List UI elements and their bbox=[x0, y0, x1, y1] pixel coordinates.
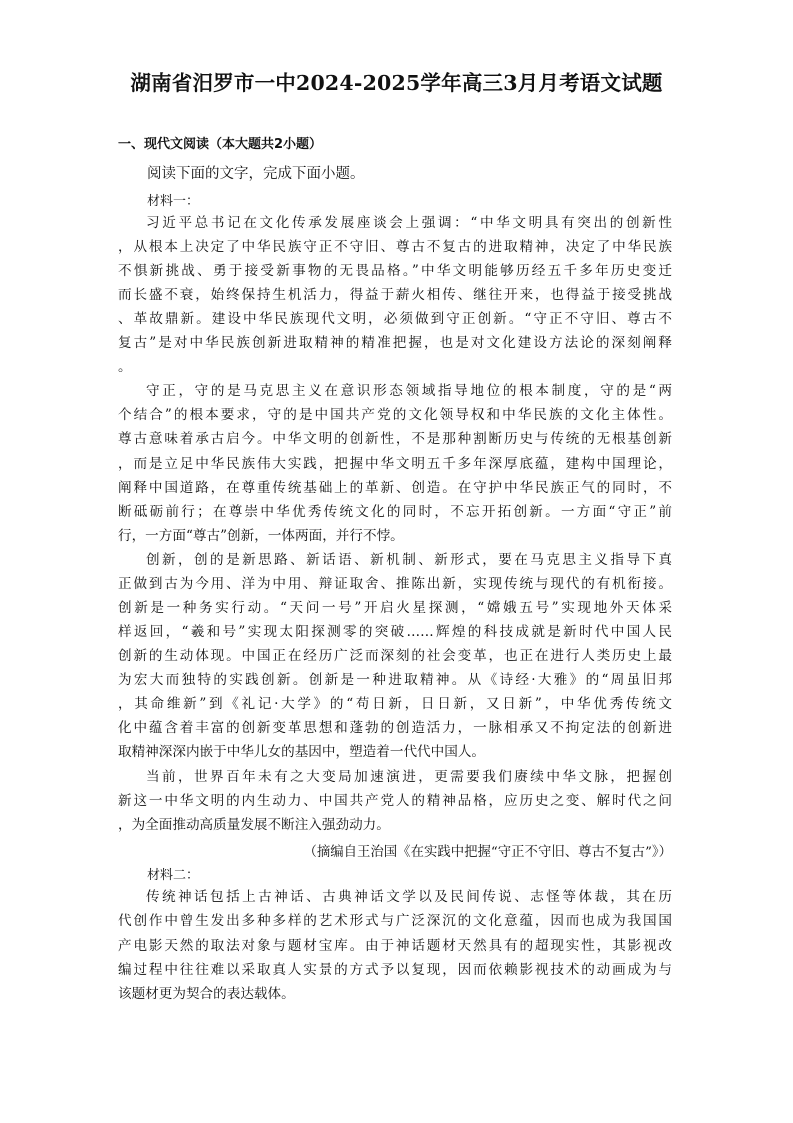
paragraph-line: ，从根本上决定了中华民族守正不守旧、尊古不复古的进取精神，决定了中华民族 bbox=[118, 239, 672, 255]
paragraph-line: 正做到古为今用、洋为中用、辩证取舍、推陈出新，实现传统与现代的有机衔接。 bbox=[118, 576, 672, 592]
paragraph-line: 编过程中往往难以采取真人实景的方式予以复现，因而依赖影视技术的动画成为与 bbox=[118, 962, 672, 978]
material1-label: 材料一： bbox=[147, 194, 200, 209]
paragraph-line: 习近平总书记在文化传承发展座谈会上强调：“中华文明具有突出的创新性 bbox=[146, 215, 672, 231]
paragraph-line: 为宏大而独特的实践创新。创新是一种进取精神。从《诗经·大雅》的“周虽旧邦 bbox=[118, 672, 672, 688]
paragraph-line: 创新，创的是新思路、新话语、新机制、新形式，要在马克思主义指导下真 bbox=[146, 552, 672, 568]
paragraph-line: 创新是一种务实行动。“天问一号”开启火星探测，“嫦娥五号”实现地外天体采 bbox=[118, 600, 672, 616]
paragraph-line: ，而是立足中华民族伟大实践，把握中华文明五千多年深厚底蕴，建构中国理论， bbox=[118, 456, 672, 472]
reading-instruction: 阅读下面的文字，完成下面小题。 bbox=[147, 166, 365, 182]
paragraph-line: 个结合”的根本要求，守的是中国共产党的文化领导权和中华民族的文化主体性。 bbox=[118, 407, 672, 423]
paragraph-line: 而长盛不衰，始终保持生机活力，得益于薪火相传、继往开来，也得益于接受挑战 bbox=[118, 287, 672, 303]
paragraph-line: 取精神深深内嵌于中华儿女的基因中，塑造着一代代中国人。 bbox=[118, 744, 486, 760]
paragraph-line: ，其命维新”到《礼记·大学》的“苟日新，日日新，又日新”，中华优秀传统文 bbox=[118, 696, 672, 712]
paragraph-line: 该题材更为契合的表达载体。 bbox=[118, 986, 295, 1002]
paragraph-line: 尊古意味着承古启今。中华文明的创新性，不是那种割断历史与传统的无根基创新 bbox=[118, 431, 672, 447]
paragraph-line: 化中蕴含着丰富的创新变革思想和蓬勃的创造活力，一脉相承又不拘定法的创新进 bbox=[118, 720, 672, 736]
paragraph-line: 复古”是对中华民族创新进取精神的精准把握，也是对文化建设方法论的深刻阐释 bbox=[118, 335, 672, 351]
paragraph-line: 守正，守的是马克思主义在意识形态领域指导地位的根本制度，守的是“两 bbox=[146, 383, 672, 399]
paragraph-line: 断砥砺前行；在尊崇中华优秀传统文化的同时，不忘开拓创新。一方面“守正”前 bbox=[118, 504, 672, 520]
paragraph-line: ，为全面推动高质量发展不断注入强劲动力。 bbox=[118, 817, 390, 833]
paragraph-line: 产电影天然的取法对象与题材宝库。由于神话题材天然具有的超现实性，其影视改 bbox=[118, 938, 672, 954]
material2-label: 材料二： bbox=[147, 868, 200, 883]
paragraph-line: 代创作中曾生发出多种多样的艺术形式与广泛深沉的文化意蕴，因而也成为我国国 bbox=[118, 913, 672, 929]
paragraph-line: 当前，世界百年未有之大变局加速演进，更需要我们赓续中华文脉，把握创 bbox=[146, 769, 672, 785]
paragraph-line: 新这一中华文明的内生动力、中国共产党人的精神品格，应历史之变、解时代之问 bbox=[118, 793, 672, 809]
paragraph-line: 创新的生动体现。中国正在经历广泛而深刻的社会变革，也正在进行人类历史上最 bbox=[118, 648, 672, 664]
paragraph-line: 、革故鼎新。建设中华民族现代文明，必须做到守正创新。“守正不守旧、尊古不 bbox=[118, 311, 672, 327]
paragraph-line: 。 bbox=[118, 359, 132, 375]
paragraph-line: 传统神话包括上古神话、古典神话文学以及民间传说、志怪等体裁，其在历 bbox=[146, 889, 672, 905]
section-heading: 一、现代文阅读（本大题共2小题） bbox=[118, 137, 323, 152]
page-title: 湖南省汨罗市一中2024-2025学年高三3月月考语文试题 bbox=[130, 71, 663, 95]
paragraph-line: 行，一方面“尊古”创新，一体两面，并行不悖。 bbox=[118, 528, 404, 544]
paragraph-line: 阐释中国道路，在尊重传统基础上的革新、创造。在守护中华民族正气的同时，不 bbox=[118, 480, 672, 496]
paragraph-line: 不惧新挑战、勇于接受新事物的无畏品格。”中华文明能够历经五千多年历史变迁 bbox=[118, 263, 672, 279]
paragraph-line: 样返回，“羲和号”实现太阳探测零的突破……辉煌的科技成就是新时代中国人民 bbox=[118, 624, 672, 640]
material1-source: （摘编自王治国《在实践中把握“守正不守旧、尊古不复古”》） bbox=[303, 845, 672, 860]
